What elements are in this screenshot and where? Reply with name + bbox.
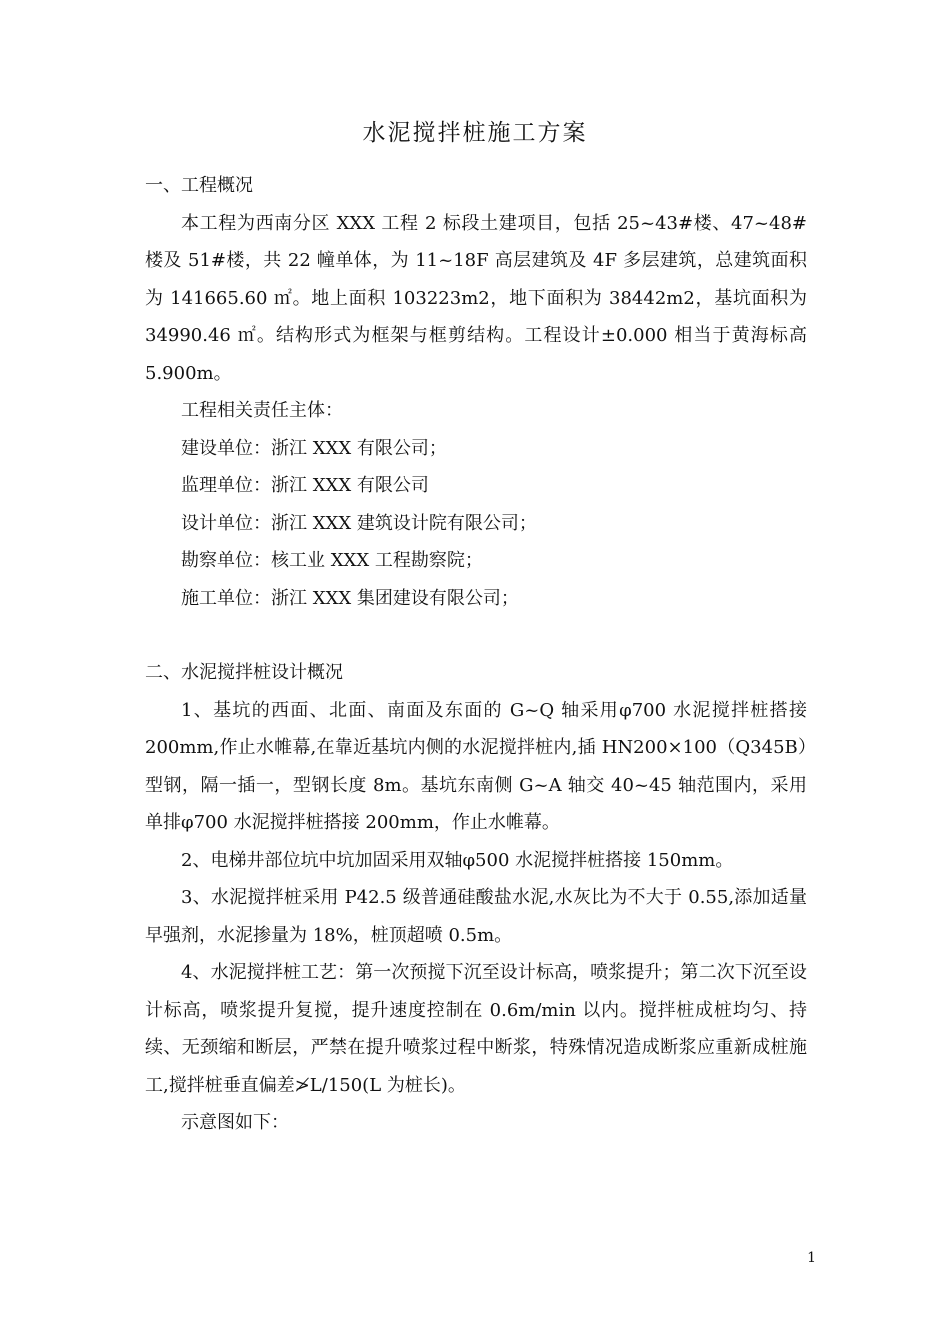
party-client: 建设单位：浙江 XXX 有限公司； xyxy=(181,437,447,459)
design-item-1: 1、基坑的西面、北面、南面及东面的 G~Q 轴采用φ700 水泥搅拌桩搭接 200mm,作止水帷幕,在靠近基坑内侧的水泥搅拌桩内,插 HN200×100（Q345B）型钢，隔一插一，型钢长度 8m。基坑东南侧 G~A 轴交 40~45 轴范围内，采用单排φ700 水泥搅拌桩搭接 200mm，作止水帷幕。 xyxy=(145,699,807,833)
design-item-2: 2、电梯井部位坑中坑加固采用双轴φ500 水泥搅拌桩搭接 150mm。 xyxy=(181,849,734,871)
page-number: 1 xyxy=(807,1250,816,1266)
diagram-caption: 示意图如下： xyxy=(181,1112,289,1133)
party-contractor: 施工单位：浙江 XXX 集团建设有限公司； xyxy=(181,587,519,609)
overview-paragraph: 本工程为西南分区 XXX 工程 2 标段土建项目，包括 25~43#楼、47~48#楼及 51#楼，共 22 幢单体，为 11~18F 高层建筑及 4F 多层建筑，总建筑面积为 141665.60 ㎡。地上面积 103223m2，地下面积为 38442m2，基坑面积为 34990.46 ㎡。结构形式为框架与框剪结构。工程设计±0.000 相当于黄海标高 5.900m。 xyxy=(145,212,807,384)
parties-intro: 工程相关责任主体： xyxy=(181,400,343,421)
party-surveyor: 勘察单位：核工业 XXX 工程勘察院； xyxy=(181,550,483,571)
section-heading-overview: 一、工程概况 xyxy=(145,175,253,196)
document-title: 水泥搅拌桩施工方案 xyxy=(362,120,588,146)
party-supervisor: 监理单位：浙江 XXX 有限公司 xyxy=(181,475,429,496)
section-spacer xyxy=(145,617,807,654)
party-designer: 设计单位：浙江 XXX 建筑设计院有限公司； xyxy=(181,512,537,534)
design-item-3: 3、水泥搅拌桩采用 P42.5 级普通硅酸盐水泥,水灰比为不大于 0.55,添加适量早强剂，水泥掺量为 18%，桩顶超喷 0.5m。 xyxy=(145,887,807,946)
section-heading-design: 二、水泥搅拌桩设计概况 xyxy=(145,662,343,683)
design-item-4: 4、水泥搅拌桩工艺：第一次预搅下沉至设计标高，喷浆提升；第二次下沉至设计标高，喷浆提升复搅，提升速度控制在 0.6m/min 以内。搅拌桩成桩均匀、持续、无颈缩和断层，严禁在提升喷浆过程中断浆，特殊情况造成断浆应重新成桩施工,搅拌桩垂直偏差≯L/150(L 为桩长)。 xyxy=(145,962,807,1096)
document-body xyxy=(145,167,807,1142)
